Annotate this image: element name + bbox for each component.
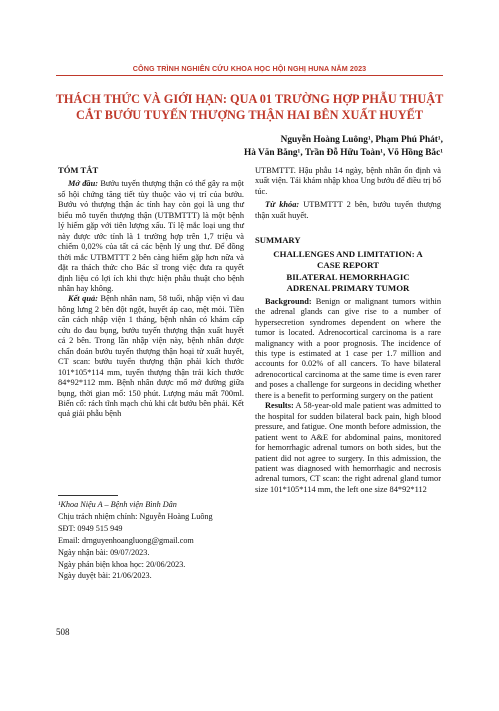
keywords-paragraph xyxy=(255,200,441,221)
footnote xyxy=(58,499,248,582)
summary-title-line-3: BILATERAL HEMORRHAGIC xyxy=(286,271,410,282)
footnote-accepted: Ngày duyệt bài: 21/06/2023. xyxy=(58,571,152,581)
summary-title xyxy=(255,249,441,295)
summary-title-line-2: CASE REPORT xyxy=(316,260,379,271)
right-column xyxy=(255,166,441,495)
mo-dau-label: Mở đầu: xyxy=(68,179,98,189)
left-column xyxy=(58,165,244,420)
summary-title-line-1: CHALLENGES AND LIMITATION: A xyxy=(273,248,423,259)
keywords-text: UTBMTTT 2 bên, bướu tuyến thượng thận xuất huyết. xyxy=(255,200,441,220)
ket-qua-paragraph xyxy=(58,294,244,419)
footnote-affiliation: ¹Khoa Niệu A – Bệnh viện Bình Dân xyxy=(58,500,177,509)
running-header: CÔNG TRÌNH NGHIÊN CỨU KHOA HỌC HỘI NGHỊ HUNA NĂM 2023 xyxy=(132,64,367,73)
keywords-label: Từ khóa: xyxy=(265,200,300,210)
title-line-1: THÁCH THỨC VÀ GIỚI HẠN: QUA 01 TRƯỜNG HỢP PHẪU THUẬT xyxy=(55,92,444,106)
summary-title-line-4: ADRENAL PRIMARY TUMOR xyxy=(286,283,410,294)
footnote-contact: Chịu trách nhiệm chính: Nguyễn Hoàng Luông xyxy=(58,511,213,521)
authors-line-2: Hà Văn Bằng¹, Trần Đỗ Hữu Toàn¹, Võ Hồng Bắc¹ xyxy=(244,148,443,158)
header-rule xyxy=(56,75,443,76)
title-line-2: CẮT BƯỚU TUYẾN THƯỢNG THẬN HAI BÊN XUẤT HUYẾT xyxy=(75,108,424,122)
ket-qua-label: Kết quả: xyxy=(68,294,98,304)
summary-heading: SUMMARY xyxy=(255,235,301,246)
footnote-email: Email: drnguyenhoangluong@gmail.com xyxy=(58,535,194,545)
tomtat-heading: TÓM TẮT xyxy=(58,165,99,175)
footnote-phone: SĐT: 0949 515 949 xyxy=(58,523,123,533)
ket-qua-continued: UTBMTTT. Hậu phẫu 14 ngày, bệnh nhân ổn định và xuất viện. Tái khám nhập khoa Ung bướu để điều trị bổ túc. xyxy=(255,166,441,196)
footnote-reviewed: Ngày phản biện khoa học: 20/06/2023. xyxy=(58,559,186,569)
article-title xyxy=(50,91,449,123)
results-paragraph xyxy=(255,401,441,495)
background-paragraph xyxy=(255,297,441,402)
ket-qua-text: Bệnh nhân nam, 58 tuổi, nhập viện vì đau hông lưng 2 bên đột ngột, huyết áp cao, mệt mỏi. Tiền căn cách nhập viện 1 tháng, bệnh nhân có khám cấp cứu do đau bụng, bướu tuyến thượng thận xuất huyết cả 2 bên. Trong lần nhập viện này, bệnh nhân được chẩn đoán bướu tuyến thượng thận hoại tử xuất huyết, CT scan: bướu tuyến thượng thận phải kích thước 101*105*114 mm, tuyến thượng thận trái kích thước 84*92*112 mm. Bệnh nhân được mổ mở đường giữa bụng, thời gian mổ: 150 phút. Lượng máu mất 700ml. Biến cố: rách tĩnh mạch chủ khi cắt bướu bên phải. Kết quả giải phẫu bệnh xyxy=(58,294,244,419)
authors-line-1: Nguyễn Hoàng Luông¹, Phạm Phú Phát¹, xyxy=(280,135,443,145)
page-number: 508 xyxy=(56,627,70,637)
background-label: Background: xyxy=(265,296,312,306)
author-list xyxy=(143,134,443,160)
footnote-rule xyxy=(58,495,118,496)
background-text: Benign or malignant tumors within the adrenal glands can give rise to a number of hypersecretion syndromes dependent on where the tumor is located. Adrenocortical carcinoma is a rare malignancy with a poor prognosis. The incidence of this type is estimated at 1 case per 1.7 million and accounts for 0.02% of all cancers. To have bilateral adrenocortical carcinoma at the same time is even rarer and poses a challenge for surgeons in deciding whether there is a benefit to performing surgery on the patient xyxy=(255,296,441,400)
footnote-received: Ngày nhận bài: 09/07/2023. xyxy=(58,547,150,557)
mo-dau-paragraph xyxy=(58,179,244,294)
results-text: A 58-year-old male patient was admitted to the hospital for sudden bilateral back pain, high blood pressure, and fatigue. One month before admission, the patient went to A&E for abdominal pains, monitored for hemorrhagic adrenal tumors on both sides, but the patient did not agree to surgery. In this admission, the patient was diagnosed with hemorrhagic and necrosis adrenal tumors, CT scan: the right adrenal gland tumor size 101*105*114 mm, the left one size 84*92*112 xyxy=(255,401,441,494)
results-label: Results: xyxy=(265,401,294,411)
mo-dau-text: Bướu tuyến thượng thận có thể gây ra một số hội chứng tăng tiết tùy thuộc vào vị trí của bướu. Bướu vỏ thượng thận ác tính hay còn gọi là ung thư biểu mô tuyến thượng thận (UTBMTTT) là một bệnh lý hiếm gặp với tiên lượng xấu. Tỉ lệ mắc loại ung thư này được ước tính là 1 trường hợp trên 1,7 triệu và chiếm 0,02% của tất cả các bệnh lý ung thư. Để đồng thời mắc UTBMTTT 2 bên càng hiếm gặp hơn nữa và đặt ra thách thức cho Bác sĩ trong việc đưa ra quyết định liệu có lợi ích khi thực hiện phẫu thuật cho bệnh nhân hay không. xyxy=(58,179,244,293)
